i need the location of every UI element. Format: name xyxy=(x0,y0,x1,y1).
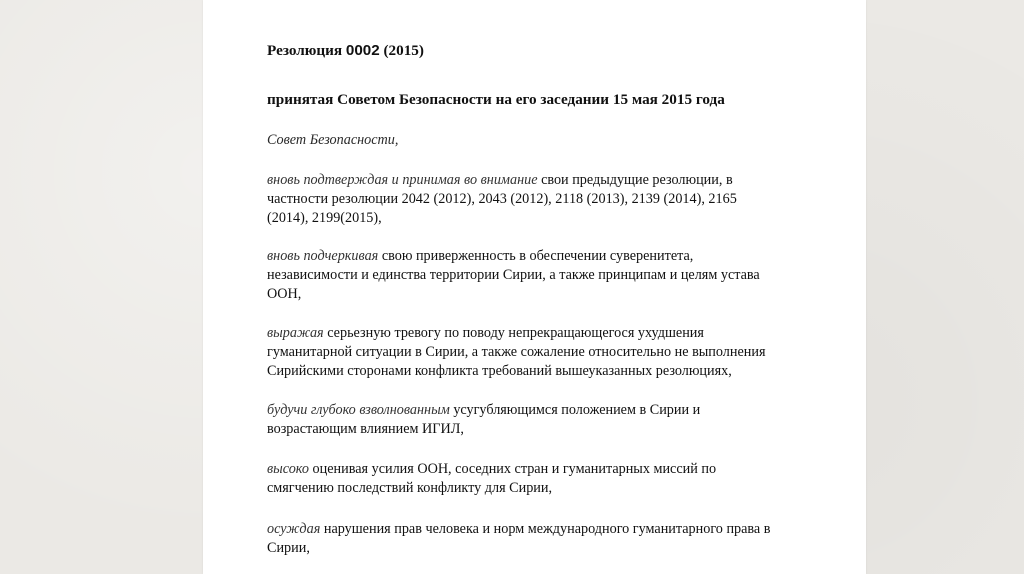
paragraph-3-line-2: гуманитарной ситуации в Сирии, а также сожаление относительно не выполнения xyxy=(267,344,766,360)
paragraph-1-rest: свои предыдущие резолюции, в xyxy=(537,172,733,188)
resolution-text xyxy=(267,41,863,558)
paragraph-6-lead: осуждая xyxy=(267,521,321,537)
paragraph-6 xyxy=(267,520,863,558)
paragraph-3 xyxy=(267,324,863,381)
title-year: (2015) xyxy=(383,42,424,59)
paragraph-3-line-3: Сирийскими сторонами конфликта требований вышеуказанных резолюциях, xyxy=(267,363,732,379)
paragraph-3-rest: серьезную тревогу по поводу непрекращающегося ухудшения xyxy=(323,325,704,341)
paragraph-4-line-1 xyxy=(267,401,863,420)
paragraph-1-line-1 xyxy=(267,171,863,190)
council-heading: Совет Безопасности, xyxy=(267,132,399,148)
paragraph-2-lead: вновь подчеркивая xyxy=(267,248,379,264)
paragraph-4 xyxy=(267,401,863,439)
paragraph-5-line-1 xyxy=(267,460,863,479)
paragraph-6-line-2: Сирии, xyxy=(267,540,310,556)
paragraph-3-line-1 xyxy=(267,324,863,343)
paragraph-2 xyxy=(267,247,863,304)
title-word: Резолюция xyxy=(267,42,343,59)
paragraph-5-line-2: смягчению последствий конфликту для Сирии, xyxy=(267,480,553,496)
paragraph-2-line-2: независимости и единства территории Сирии, а также принципам и целям устава xyxy=(267,267,760,283)
paragraph-4-rest: усугубляющимся положением в Сирии и xyxy=(449,402,701,418)
paragraph-5-rest: оценивая усилия ООН, соседних стран и гуманитарных миссий по xyxy=(309,461,717,477)
paragraph-1 xyxy=(267,171,863,228)
paragraph-4-line-2: возрастающим влиянием ИГИЛ, xyxy=(267,421,464,437)
paragraph-1-lead: вновь подтверждая и принимая во внимание xyxy=(267,172,538,188)
document-page xyxy=(203,0,866,574)
paragraph-3-lead: выражая xyxy=(267,325,324,341)
paragraph-6-rest: нарушения прав человека и норм международного гуманитарного права в xyxy=(320,521,771,537)
resolution-subtitle: принятая Советом Безопасности на его заседании 15 мая 2015 года xyxy=(267,91,725,108)
paragraph-2-line-3: ООН, xyxy=(267,286,302,302)
paragraph-5-lead: высоко xyxy=(267,461,309,477)
paragraph-6-line-1 xyxy=(267,520,863,539)
paragraph-4-lead: будучи глубоко взволнованным xyxy=(267,402,450,418)
paragraph-5 xyxy=(267,460,863,498)
paragraph-2-line-1 xyxy=(267,247,863,266)
paragraph-2-rest: свою приверженность в обеспечении суверенитета, xyxy=(378,248,694,264)
paragraph-1-line-2: частности резолюции 2042 (2012), 2043 (2012), 2118 (2013), 2139 (2014), 2165 xyxy=(267,191,737,207)
paragraph-1-line-3: (2014), 2199(2015), xyxy=(267,210,382,226)
title-number: 0002 xyxy=(345,42,380,59)
resolution-title xyxy=(267,41,863,61)
